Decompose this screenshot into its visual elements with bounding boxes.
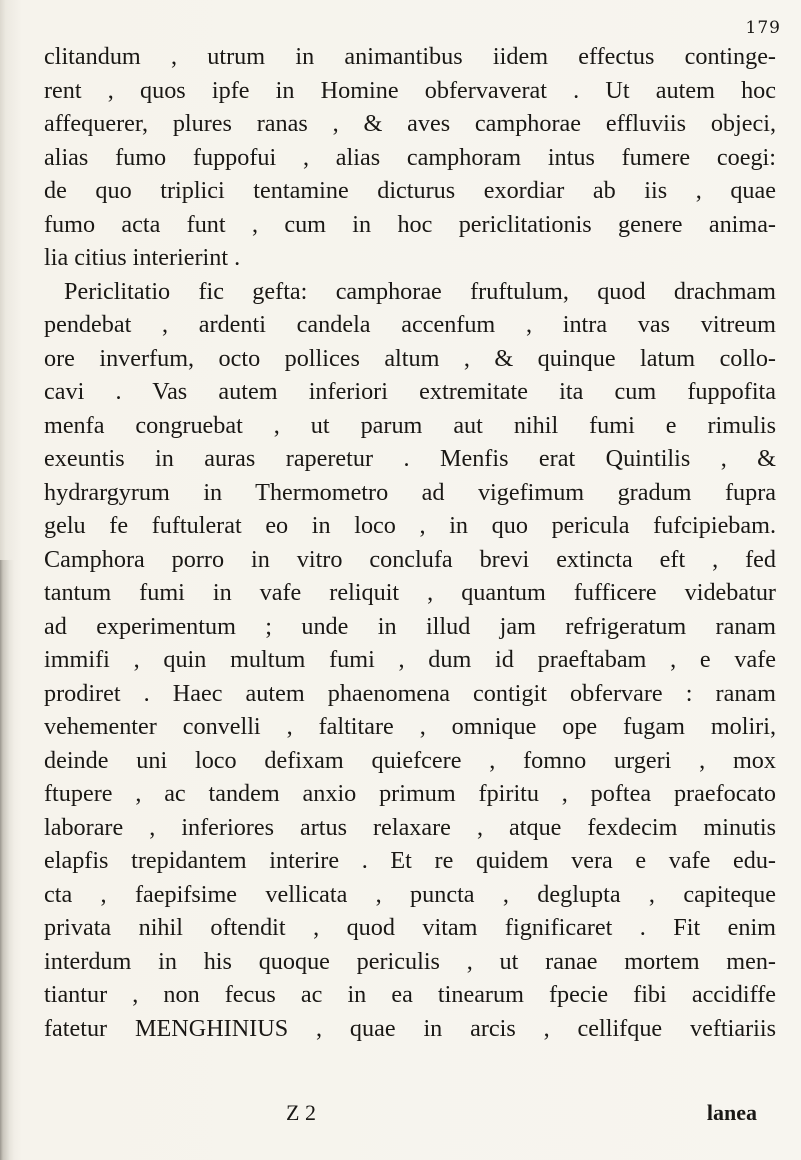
text-line: laborare , inferiores artus relaxare , atque fexdecim minutis xyxy=(44,813,776,841)
body-text xyxy=(44,40,776,1045)
text-line: lia citius interierint . xyxy=(44,244,241,271)
text-line: affequerer, plures ranas , & aves camphorae effluviis objeci, xyxy=(44,110,776,137)
text-line: gelu fe fuftulerat eo in loco , in quo pericula fufcipiebam. xyxy=(44,512,776,539)
text-line: de quo triplici tentamine dicturus exordiar ab iis , quae xyxy=(44,177,776,204)
text-line: hydrargyrum in Thermometro ad vigefimum gradum fupra xyxy=(44,478,776,506)
text-line: menfa congruebat , ut parum aut nihil fumi e rimulis xyxy=(44,411,776,439)
paragraph-start-line: Periclitatio fic gefta: camphorae fruftulum, quod drachmam xyxy=(64,277,776,305)
text-line: deinde uni loco defixam quiefcere , fomno urgeri , mox xyxy=(44,746,776,774)
text-line: fumo acta funt , cum in hoc periclitationis genere anima- xyxy=(44,210,776,238)
text-line: privata nihil oftendit , quod vitam fignificaret . Fit enim xyxy=(44,914,776,941)
signature-mark: Z 2 xyxy=(286,1100,316,1125)
text-line: immifi , quin multum fumi , dum id praeftabam , e vafe xyxy=(44,646,776,673)
text-line: cavi . Vas autem inferiori extremitate ita cum fuppofita xyxy=(44,378,776,405)
catchword: lanea xyxy=(706,1100,757,1125)
text-line: pendebat , ardenti candela accenfum , intra vas vitreum xyxy=(44,311,776,338)
text-line: rent , quos ipfe in Homine obfervaverat . Ut autem hoc xyxy=(44,76,776,104)
text-line: elapfis trepidantem interire . Et re quidem vera e vafe edu- xyxy=(44,847,776,874)
text-line: fatetur MENGHINIUS , quae in arcis , cellifque veftiariis xyxy=(44,1014,776,1042)
text-line: vehementer convelli , faltitare , omnique ope fugam moliri, xyxy=(44,713,776,740)
text-line: prodiret . Haec autem phaenomena contigit obfervare : ranam xyxy=(44,679,776,707)
page-gutter-shadow xyxy=(0,560,14,1160)
page-number: 179 xyxy=(745,18,781,38)
text-line: cta , faepifsime vellicata , puncta , deglupta , capiteque xyxy=(44,880,776,908)
text-line: Camphora porro in vitro conclufa brevi extincta eft , fed xyxy=(44,545,776,573)
text-line: exeuntis in auras raperetur . Menfis erat Quintilis , & xyxy=(44,445,776,472)
text-line: tantum fumi in vafe reliquit , quantum fufficere videbatur xyxy=(44,579,776,606)
text-line: interdum in his quoque periculis , ut ranae mortem men- xyxy=(44,947,776,975)
text-line: alias fumo fuppofui , alias camphoram intus fumere coegi: xyxy=(44,143,776,171)
text-line: tiantur , non fecus ac in ea tinearum fpecie fibi accidiffe xyxy=(44,981,776,1008)
text-line: ftupere , ac tandem anxio primum fpiritu , poftea praefocato xyxy=(44,780,776,807)
text-line: clitandum , utrum in animantibus iidem effectus continge- xyxy=(44,43,776,70)
text-line: ad experimentum ; unde in illud jam refrigeratum ranam xyxy=(44,612,776,640)
page-footer xyxy=(0,1100,801,1130)
text-line: ore inverfum, octo pollices altum , & quinque latum collo- xyxy=(44,344,776,372)
